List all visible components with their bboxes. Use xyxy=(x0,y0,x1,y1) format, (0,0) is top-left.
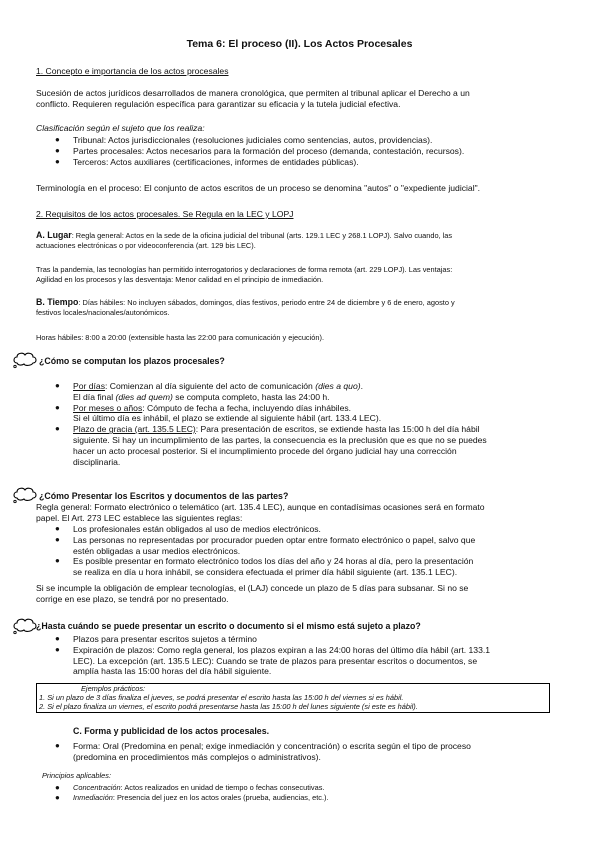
section-1-intro xyxy=(36,88,576,110)
lugar-paragraph: A. Lugar: Regla general: Actos en la sede de la oficina judicial del tribunal (arts. 129.1 LEC y 268.1 LOPJ). Salvo cuando, las actuaciones electrónicas o por videoconferencia (art. 129 bis LEC). xyxy=(36,230,453,250)
q2-heading: ¿Cómo Presentar los Escritos y documentos de las partes? xyxy=(39,491,289,501)
classification-list xyxy=(55,135,465,167)
q1-list xyxy=(55,381,583,467)
section-2-heading: 2. Requisitos de los actos procesales. Se Regula en la LEC y LOPJ xyxy=(36,209,294,219)
pandemia-paragraph: Tras la pandemia, las tecnologías han permitido interrogatorios y declaraciones de forma remota (art. 229 LOPJ). Las ventajas: Agilidad en los procesos y las desventaja: Menor calidad en el principio de inmediación. xyxy=(36,265,453,284)
page-title: Tema 6: El proceso (II). Los Actos Procesales xyxy=(186,38,413,50)
section-c-list xyxy=(55,741,583,763)
list-item: ● Plazo de gracia (art. 135.5 LEC): Para presentación de escritos, se extiende hasta las 15:00 h del día hábil siguiente. Si hay un incumplimiento de las partes, la consecuencia es la preclusión que es que no se puedes hacer un acto procesal posterior. Si el incumplimiento procede del órgano judicial hay una corrección disciplinaria. xyxy=(55,424,487,467)
q2-list xyxy=(55,524,583,578)
terminology-paragraph: Terminología en el proceso: El conjunto de actos escritos de un proceso se denomina "autos" o "expediente judicial". xyxy=(36,183,481,193)
list-item: ● Terceros: Actos auxiliares (certificaciones, informes de entidades públicas). xyxy=(55,156,359,167)
list-item: ● Por meses o años: Cómputo de fecha a fecha, incluyendo días inhábiles. Si el último día es inhábil, el plazo se extiende al siguiente hábil (art. 133.4 LEC). xyxy=(55,402,382,424)
list-item: ● Por días: Comienzan al día siguiente del acto de comunicación (dies a quo). El día final (dies ad quem) se computa completo, hasta las 24:00 h. xyxy=(55,381,363,402)
section-c-heading: C. Forma y publicidad de los actos procesales. xyxy=(73,726,270,736)
example-1: 1. Si un plazo de 3 días finaliza el jueves, se podrá presentar el escrito hasta las 15:00 h del viernes si es hábil. xyxy=(39,693,404,702)
horas-paragraph: Horas hábiles: 8:00 a 20:00 (extensible hasta las 22:00 para comunicación y ejecución). xyxy=(36,333,324,342)
examples-box xyxy=(36,683,550,713)
list-item: ● Las personas no representadas por procurador pueden optar entre formato electrónico o papel, salvo que estén obligadas a usar medios electrónicos. xyxy=(55,534,476,556)
tiempo-paragraph: B. Tiempo: Días hábiles: No incluyen sábados, domingos, días festivos, periodo entre 24 de diciembre y 6 de enero, agosto y festivos locales/nacionales/autonómicos. xyxy=(36,297,455,317)
list-item: ● Los profesionales están obligados al uso de medios electrónicos. xyxy=(55,524,321,534)
q1-heading: ¿Cómo se computan los plazos procesales? xyxy=(39,356,225,366)
examples-title: Ejemplos prácticos: xyxy=(81,684,146,693)
thought-bubble-icon xyxy=(12,617,38,635)
thought-bubble-icon xyxy=(12,351,38,369)
q3-list xyxy=(55,634,583,677)
list-item: ● Partes procesales: Actos necesarios para la formación del proceso (demanda, contestación, recursos). xyxy=(55,145,465,156)
list-item: ● Concentración: Actos realizados en unidad de tiempo o fechas consecutivas. xyxy=(55,783,325,792)
classification-label: Clasificación según el sujeto que los realiza: xyxy=(36,123,205,133)
intro-line-2: conflicto. Requieren regulación específica para garantizar su eficacia y la tutela judicial efectiva. xyxy=(36,98,401,109)
list-item: ● Es posible presentar en formato electrónico todos los días del año y 24 horas al día, pero la presentación se realiza en día u hora inhábil, se considera efectuada el primer día hábil siguiente (art. 135.1 LEC). xyxy=(55,556,474,578)
list-item: ● Inmediación: Presencia del juez en los actos orales (prueba, audiencias, etc.). xyxy=(55,793,329,802)
q3-heading: ¿Hasta cuándo se puede presentar un escrito o documento si el mismo está sujeto a plazo? xyxy=(36,621,421,631)
list-item: ● Plazos para presentar escritos sujetos a término xyxy=(55,634,257,644)
intro-line-1: Sucesión de actos jurídicos desarrollados de manera cronológica, que permiten al tribunal aplicar el Derecho a un xyxy=(36,88,470,98)
principles-label: Principios aplicables: xyxy=(42,771,112,780)
section-1-heading: 1. Concepto e importancia de los actos procesales xyxy=(36,66,229,76)
list-item: ● Forma: Oral (Predomina en penal; exige inmediación y concentración) o escrita según el tipo de proceso (predomina en procedimientos más complejos o administrativos). xyxy=(55,741,471,762)
q2-intro: Regla general: Formato electrónico o telemático (art. 135.4 LEC), aunque en contadísimas ocasiones será en formato papel. El Art. 273 LEC establece las siguientes reglas: xyxy=(36,502,485,523)
thought-bubble-icon xyxy=(12,486,38,504)
principles-list xyxy=(55,783,583,803)
list-item: ● Tribunal: Actos jurisdiccionales (resoluciones judiciales como sentencias, autos, providencias). xyxy=(55,135,433,145)
list-item: ● Expiración de plazos: Como regla general, los plazos expiran a las 24:00 horas del último día hábil (art. 133.1 LEC). La excepción (art. 135.5 LEC): Cuando se trate de plazos para presentar escritos o documentos, se amplía hasta las 15:00 horas del día hábil siguiente. xyxy=(55,644,491,677)
q2-closing: Si se incumple la obligación de emplear tecnologías, el (LAJ) concede un plazo de 5 días para subsanar. Si no se corrige en ese plazo, se tendrá por no presentado. xyxy=(36,583,469,604)
example-2: 2. Si el plazo finaliza un viernes, el escrito podrá presentarse hasta las 15:00 h del lunes siguiente (si este es hábil). xyxy=(39,702,418,711)
